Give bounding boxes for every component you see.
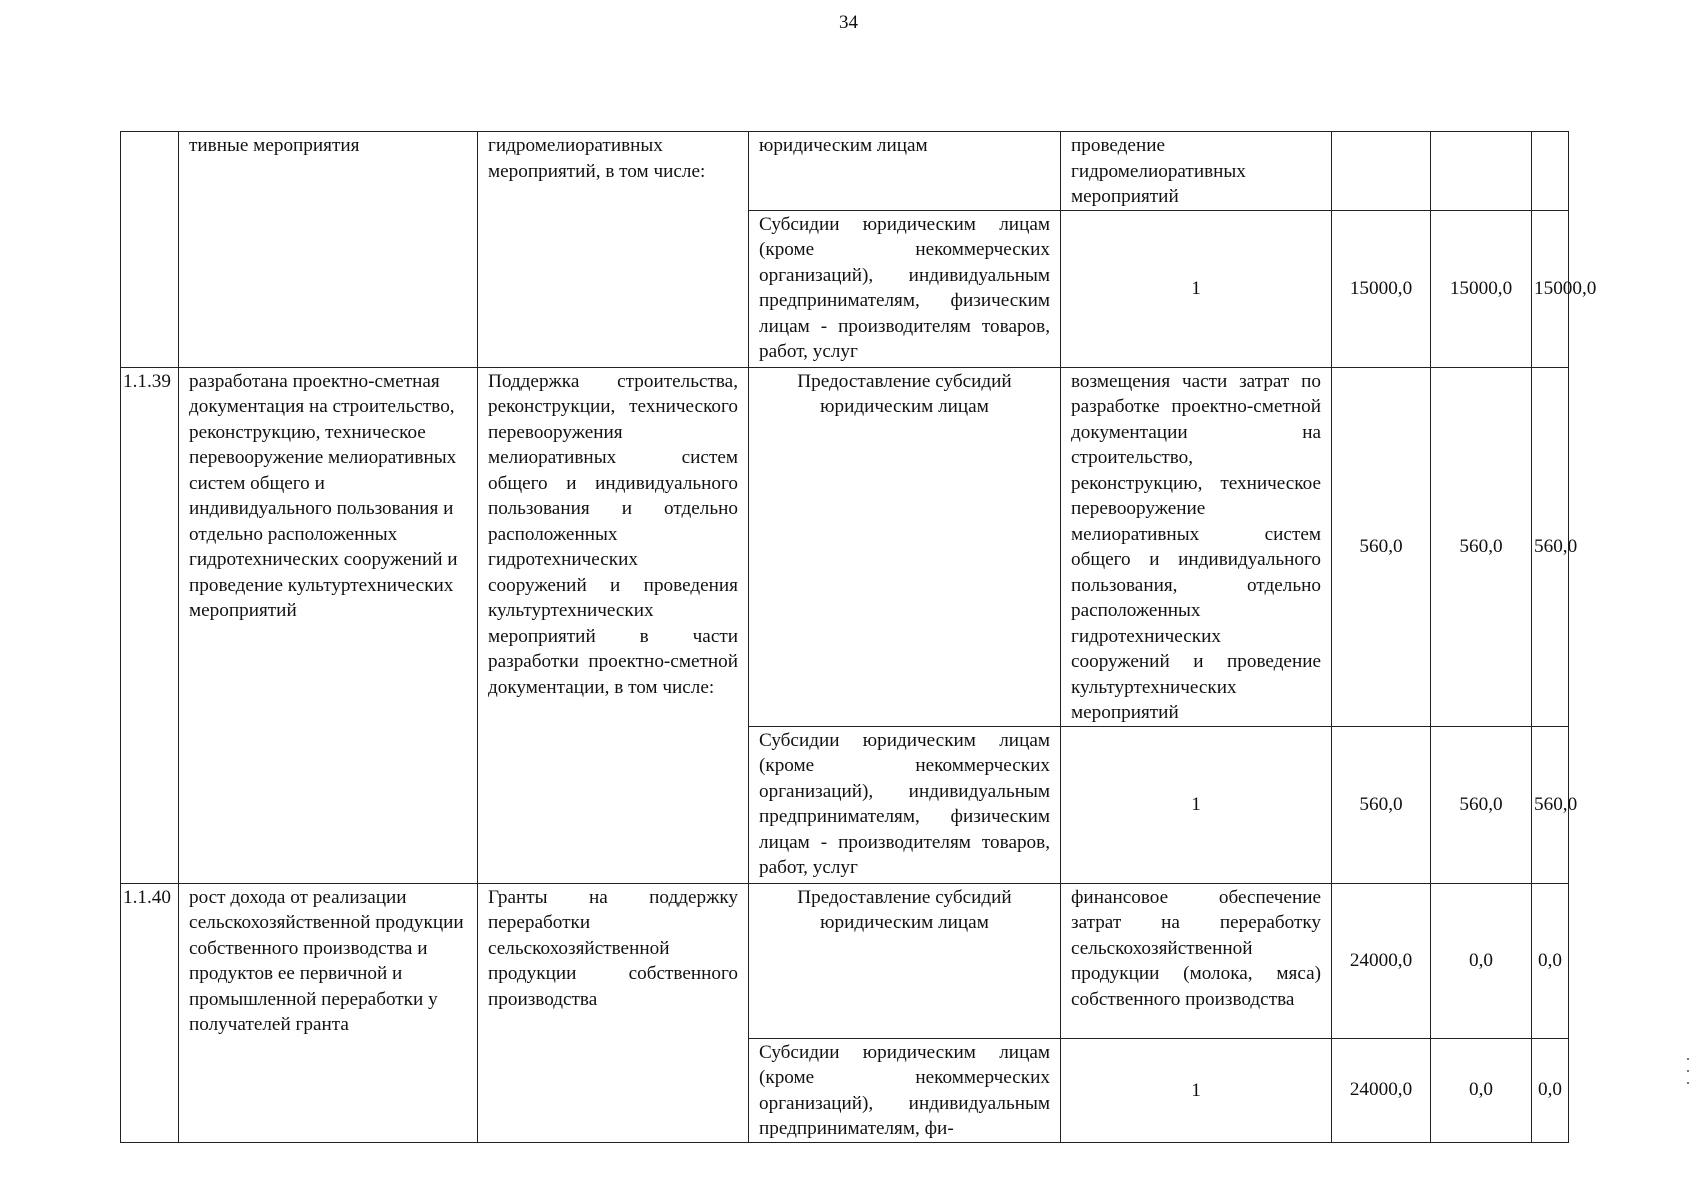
amount-year3: 0,0 <box>1532 1038 1569 1142</box>
support-form-cell: Субсидии юридическим лицам (кроме некоммерческих организаций), индивидуальным предпринимателям, физическим лицам - производителям товаров, работ, услуг <box>749 726 1061 883</box>
purpose-cell: финансовое обеспечение затрат на переработку сельскохозяйственной продукции (молока, мяса) собственного производства <box>1061 883 1332 1038</box>
amount-year2: 560,0 <box>1431 367 1532 726</box>
scan-mark <box>1687 1070 1689 1072</box>
table-row <box>121 367 1569 726</box>
amount-year2: 0,0 <box>1431 1038 1532 1142</box>
support-form-cell: Предоставление субсидий юридическим лицам <box>749 367 1061 726</box>
measure-cell: гидромелиоративных мероприятий, в том числе: <box>478 132 749 368</box>
amount-year2: 0,0 <box>1431 883 1532 1038</box>
amount-year2: 15000,0 <box>1431 210 1532 367</box>
recipient-count: 1 <box>1061 726 1332 883</box>
item-number <box>121 132 179 368</box>
amount-year1: 24000,0 <box>1332 883 1431 1038</box>
purpose-cell: проведение гидромелиоративных мероприятий <box>1061 132 1332 211</box>
measure-cell: Гранты на поддержку переработки сельскохозяйственной продукции собственного производства <box>478 883 749 1142</box>
amount-year1 <box>1332 132 1431 211</box>
amount-year1: 24000,0 <box>1332 1038 1431 1142</box>
table-row <box>121 132 1569 211</box>
support-form-cell: юридическим лицам <box>749 132 1061 211</box>
result-cell: разработана проектно-сметная документация на строительство, реконструкцию, техническое перевооружение мелиоративных систем общего и индивидуального пользования и отдельно расположенных гидротехнических сооружений и проведение культуртехнических мероприятий <box>179 367 478 883</box>
recipient-count: 1 <box>1061 210 1332 367</box>
recipient-count: 1 <box>1061 1038 1332 1142</box>
amount-year3: 560,0 <box>1532 726 1569 883</box>
item-number: 1.1.40 <box>121 883 179 1142</box>
amount-year3: 0,0 <box>1532 883 1569 1038</box>
support-form-cell: Субсидии юридическим лицам (кроме некоммерческих организаций), индивидуальным предпринимателям, физическим лицам - производителям товаров, работ, услуг <box>749 210 1061 367</box>
scan-mark <box>1687 1082 1689 1084</box>
result-cell: рост дохода от реализации сельскохозяйственной продукции собственного производства и продуктов ее первичной и промышленной переработки у получателей гранта <box>179 883 478 1142</box>
purpose-cell: возмещения части затрат по разработке проектно-сметной документации на строительство, реконструкцию, техническое перевооружение мелиоративных систем общего и индивидуального пользования, отдельно расположенных гидротехнических сооружений и проведение культуртехнических мероприятий <box>1061 367 1332 726</box>
amount-year1: 560,0 <box>1332 367 1431 726</box>
amount-year2 <box>1431 132 1532 211</box>
measure-cell: Поддержка строительства, реконструкции, технического перевооружения мелиоративных систем общего и индивидуального пользования и отдельно расположенных гидротехнических сооружений и проведения культуртехнических мероприятий в части разработки проектно-сметной документации, в том числе: <box>478 367 749 883</box>
result-cell: тивные мероприятия <box>179 132 478 368</box>
scan-mark <box>1687 1058 1689 1060</box>
amount-year3: 560,0 <box>1532 367 1569 726</box>
support-form-cell: Предоставление субсидий юридическим лицам <box>749 883 1061 1038</box>
amount-year3 <box>1532 132 1569 211</box>
page-number: 34 <box>839 12 858 33</box>
table-row <box>121 883 1569 1038</box>
amount-year3: 15000,0 <box>1532 210 1569 367</box>
program-measures-table <box>120 131 1597 1143</box>
amount-year1: 15000,0 <box>1332 210 1431 367</box>
amount-year1: 560,0 <box>1332 726 1431 883</box>
item-number: 1.1.39 <box>121 367 179 883</box>
support-form-cell: Субсидии юридическим лицам (кроме некоммерческих организаций), индивидуальным предпринимателям, фи- <box>749 1038 1061 1142</box>
amount-year2: 560,0 <box>1431 726 1532 883</box>
